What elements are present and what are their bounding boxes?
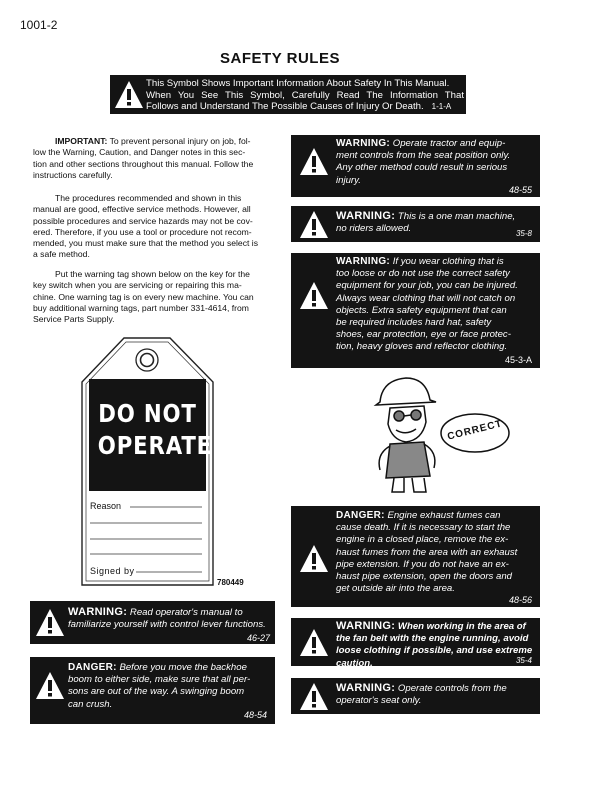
intro-safety-box (110, 75, 466, 114)
warning-box-fan-belt: WARNING: When working in the area of the fan belt with the engine running, avoid loose clothing if possible, and use extreme caution. 35-4 (291, 618, 540, 666)
warning-tag-illustration (72, 335, 222, 595)
warning-triangle-icon (299, 281, 329, 310)
warning-code: 48-56 (508, 595, 532, 605)
intro-line: When You See This Symbol, Carefully Read The Information That (146, 89, 464, 101)
warning-triangle-icon (35, 608, 65, 637)
warning-code: 46-27 (246, 633, 270, 643)
warning-code: 45-3-A (504, 355, 532, 365)
warning-triangle-icon (299, 544, 329, 573)
warning-box-seat-controls: WARNING: Operate tractor and equip- ment controls from the seat position only. Any other method could result in serious injury. 48-55 (291, 135, 540, 197)
page-title: SAFETY RULES (220, 50, 340, 67)
intro-code: 1-1-A (431, 102, 452, 111)
warning-triangle-icon (299, 147, 329, 176)
warning-triangle-icon (299, 682, 329, 711)
paragraph-warning-tag: Put the warning tag shown below on the key for the key switch when you are servicing or repairing this ma- chine. One warning tag is on every new machine. You can buy additional warning tags, part number 331-4614, from Service Parts Supply. (33, 269, 254, 325)
intro-line: Follows and Understand The Possible Causes of Injury Or Death. 1-1-A (146, 101, 452, 112)
warning-code: 48-55 (508, 185, 532, 195)
warning-code: 48-54 (243, 710, 267, 720)
warning-triangle-icon (299, 628, 329, 657)
paragraph-important: IMPORTANT: To prevent personal injury on job, fol- low the Warning, Caution, and Danger notes in this sec- tion and other sections throughout this manual. Follow the instructions carefully. (33, 136, 254, 180)
tag-line-1: DO NOT (98, 399, 197, 428)
tag-reason-label: Reason (90, 501, 122, 511)
warning-triangle-icon (114, 80, 144, 109)
warning-code: 35-4 (515, 656, 532, 665)
warning-box-operators-manual: WARNING: Read operator's manual to familiarize yourself with control lever functions. 46-27 (30, 601, 275, 644)
paragraph-procedures: The procedures recommended and shown in this manual are good, effective service methods. However, all possible procedures and service hazards may not be cov- ered. Therefore, if you use a tool or procedure not recom- mended, you must make sure that the method you select is a safe method. (33, 193, 258, 260)
danger-box-exhaust-fumes: DANGER: Engine exhaust fumes can cause death. If it is necessary to start the engine in a closed place, remove the ex- haust fumes from the area with an exhaust pipe extension. If you do not have an ex- haust pipe extension, open the doors and get outside air into the area. 48-56 (291, 506, 540, 607)
warning-box-one-man-machine: WARNING: This is a one man machine, no riders allowed. 35-8 (291, 206, 540, 242)
tag-part-number: 780449 (217, 578, 244, 587)
warning-triangle-icon (35, 671, 65, 700)
warning-box-operator-seat: WARNING: Operate controls from the operator's seat only. (291, 678, 540, 714)
correct-badge-label: CORRECT (446, 418, 504, 443)
warning-box-clothing: WARNING: If you wear clothing that is too loose or do not use the correct safety equipment for your job, you can be injured. Always wear clothing that will not catch on objects. Extra safety equipment that can be required includes hard hat, safety shoes, ear protection, eye or face protec- tion, heavy gloves and reflector clothing. 45-3-A (291, 253, 540, 368)
page-number: 1001-2 (20, 18, 58, 32)
important-label: IMPORTANT: (55, 136, 108, 146)
warning-triangle-icon (299, 210, 329, 239)
danger-box-backhoe-boom: DANGER: Before you move the backhoe boom to either side, make sure that all per- sons are out of the way. A swinging boom can crush. 48-54 (30, 657, 275, 724)
tag-line-2: OPERATE (97, 431, 213, 460)
intro-line: This Symbol Shows Important Information About Safety In This Manual. (146, 78, 450, 89)
tag-signed-label: Signed by (90, 566, 135, 576)
warning-code: 35-8 (515, 229, 532, 238)
